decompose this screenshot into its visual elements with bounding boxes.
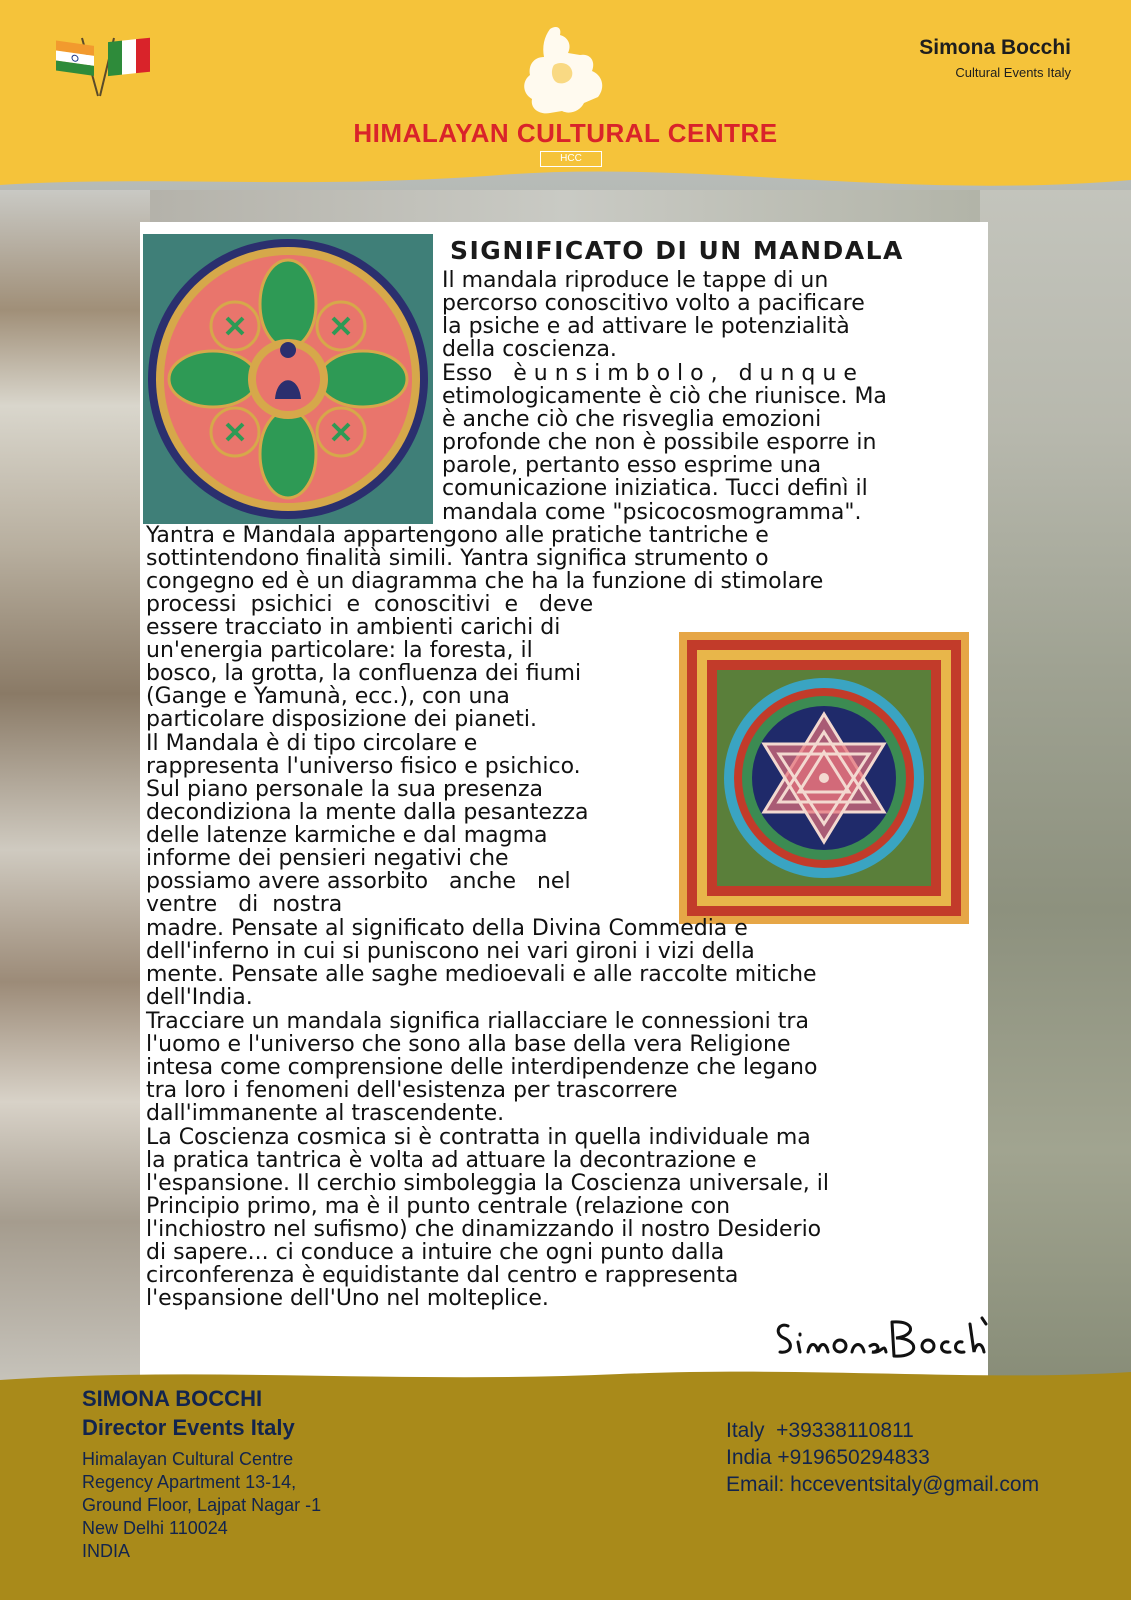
- article-line: intesa come comprensione delle interdipendenze che legano: [146, 1055, 818, 1080]
- article-line: Sul piano personale la sua presenza: [146, 777, 543, 802]
- footer: [0, 1360, 1131, 1600]
- footer-address-line: Himalayan Cultural Centre: [82, 1449, 294, 1469]
- footer-address-line: Regency Apartment 13-14,: [82, 1472, 297, 1492]
- article-line: Tracciare un mandala significa riallacciare le connessioni tra: [146, 1009, 809, 1034]
- article-line: mandala come "psicocosmogramma".: [442, 500, 862, 525]
- article-line: delle latenze karmiche e dal magma: [146, 823, 548, 848]
- footer-address-line: INDIA: [82, 1541, 131, 1561]
- article-line: della coscienza.: [442, 337, 617, 362]
- article-line: tra loro i fenomeni dell'esistenza per trascorrere: [146, 1078, 678, 1103]
- footer-address-line: New Delhi 110024: [82, 1518, 228, 1538]
- article-line: Il mandala riproduce le tappe di un: [442, 268, 829, 293]
- article-line: La Coscienza cosmica si è contratta in quella individuale ma: [146, 1125, 811, 1150]
- article-line: rappresenta l'universo fisico e psichico.: [146, 754, 581, 779]
- article-line: la pratica tantrica è volta ad attuare la decontrazione e: [146, 1148, 757, 1173]
- article-line: mente. Pensate alle saghe medioevali e alle raccolte mitiche: [146, 962, 817, 987]
- article-line: parole, pertanto esso esprime una: [442, 453, 822, 478]
- article-line: bosco, la grotta, la confluenza dei fiumi: [146, 661, 582, 686]
- article-title: SIGNIFICATO DI UN MANDALA: [450, 236, 904, 265]
- article-line: Yantra e Mandala appartengono alle pratiche tantriche e: [146, 523, 769, 548]
- article-line: (Gange e Yamunà, ecc.), con una: [146, 684, 510, 709]
- background-photo-left: [0, 190, 150, 1390]
- header: [0, 0, 1131, 200]
- article-line: particolare disposizione dei pianeti.: [146, 707, 537, 732]
- footer-phone-italy: Italy +39338110811: [726, 1419, 914, 1442]
- article-panel: [140, 222, 988, 1392]
- hcc-logo-text: HCC: [540, 151, 602, 167]
- footer-phone-india: India +919650294833: [726, 1446, 930, 1469]
- sri-yantra-image: [679, 632, 969, 924]
- article-line: circonferenza è equidistante dal centro e rappresenta: [146, 1263, 739, 1288]
- article-line: l'uomo e l'universo che sono alla base della vera Religione: [146, 1032, 791, 1057]
- article-line: decondiziona la mente dalla pesantezza: [146, 800, 589, 825]
- article-line: ventre di nostra: [146, 892, 343, 917]
- organization-name: HIMALAYAN CULTURAL CENTRE: [353, 118, 778, 148]
- article-line: madre. Pensate al significato della Divina Commedia e: [146, 916, 748, 941]
- footer-email-link[interactable]: Email: hcceventsitaly@gmail.com: [726, 1473, 1040, 1496]
- article-line: Esso è u n s i m b o l o , d u n q u e: [442, 361, 857, 386]
- article-line: l'espansione. Il cerchio simboleggia la Coscienza universale, il: [146, 1171, 830, 1196]
- india-italy-flags-icon: [52, 34, 152, 98]
- article-line: è anche ciò che risveglia emozioni: [442, 407, 822, 432]
- background-photo-right: [980, 190, 1131, 1390]
- article-line: l'espansione dell'Uno nel molteplice.: [146, 1286, 549, 1311]
- article-line: informe dei pensieri negativi che: [146, 846, 509, 871]
- article-line: l'inchiostro nel sufismo) che dinamizzando il nostro Desiderio: [146, 1217, 822, 1242]
- footer-name: SIMONA BOCCHI: [82, 1386, 263, 1411]
- article-line: dell'India.: [146, 985, 253, 1010]
- article-line: la psiche e ad attivare le potenzialità: [442, 314, 850, 339]
- article-line: possiamo avere assorbito anche nel: [146, 869, 571, 894]
- footer-role: Director Events Italy: [82, 1415, 295, 1440]
- article-line: un'energia particolare: la foresta, il: [146, 638, 533, 663]
- article-line: di sapere... ci conduce a intuire che ogni punto dalla: [146, 1240, 725, 1265]
- article-line: profonde che non è possibile esporre in: [442, 430, 877, 455]
- footer-address-line: Ground Floor, Lajpat Nagar -1: [82, 1495, 322, 1515]
- article-line: processi psichici e conoscitivi e deve: [146, 592, 594, 617]
- article-line: Principio primo, ma è il punto centrale (relazione con: [146, 1194, 731, 1219]
- article-line: comunicazione iniziatica. Tucci definì il: [442, 476, 868, 501]
- article-line: Il Mandala è di tipo circolare e: [146, 731, 478, 756]
- article-line: sottintendono finalità simili. Yantra significa strumento o: [146, 546, 769, 571]
- article-line: congegno ed è un diagramma che ha la funzione di stimolare: [146, 569, 824, 594]
- hcc-logo-icon: [510, 25, 620, 120]
- article-line: essere tracciato in ambienti carichi di: [146, 615, 561, 640]
- lotus-mandala-image: [143, 234, 433, 524]
- article-line: percorso conoscitivo volto a pacificare: [442, 291, 865, 316]
- article-line: dell'inferno in cui si puniscono nei vari gironi i vizi della: [146, 939, 755, 964]
- article-line: dall'immanente al trascendente.: [146, 1101, 505, 1126]
- header-person-name: Simona Bocchi: [919, 36, 1071, 59]
- article-line: etimologicamente è ciò che riunisce. Ma: [442, 384, 887, 409]
- header-person-role: Cultural Events Italy: [955, 65, 1071, 80]
